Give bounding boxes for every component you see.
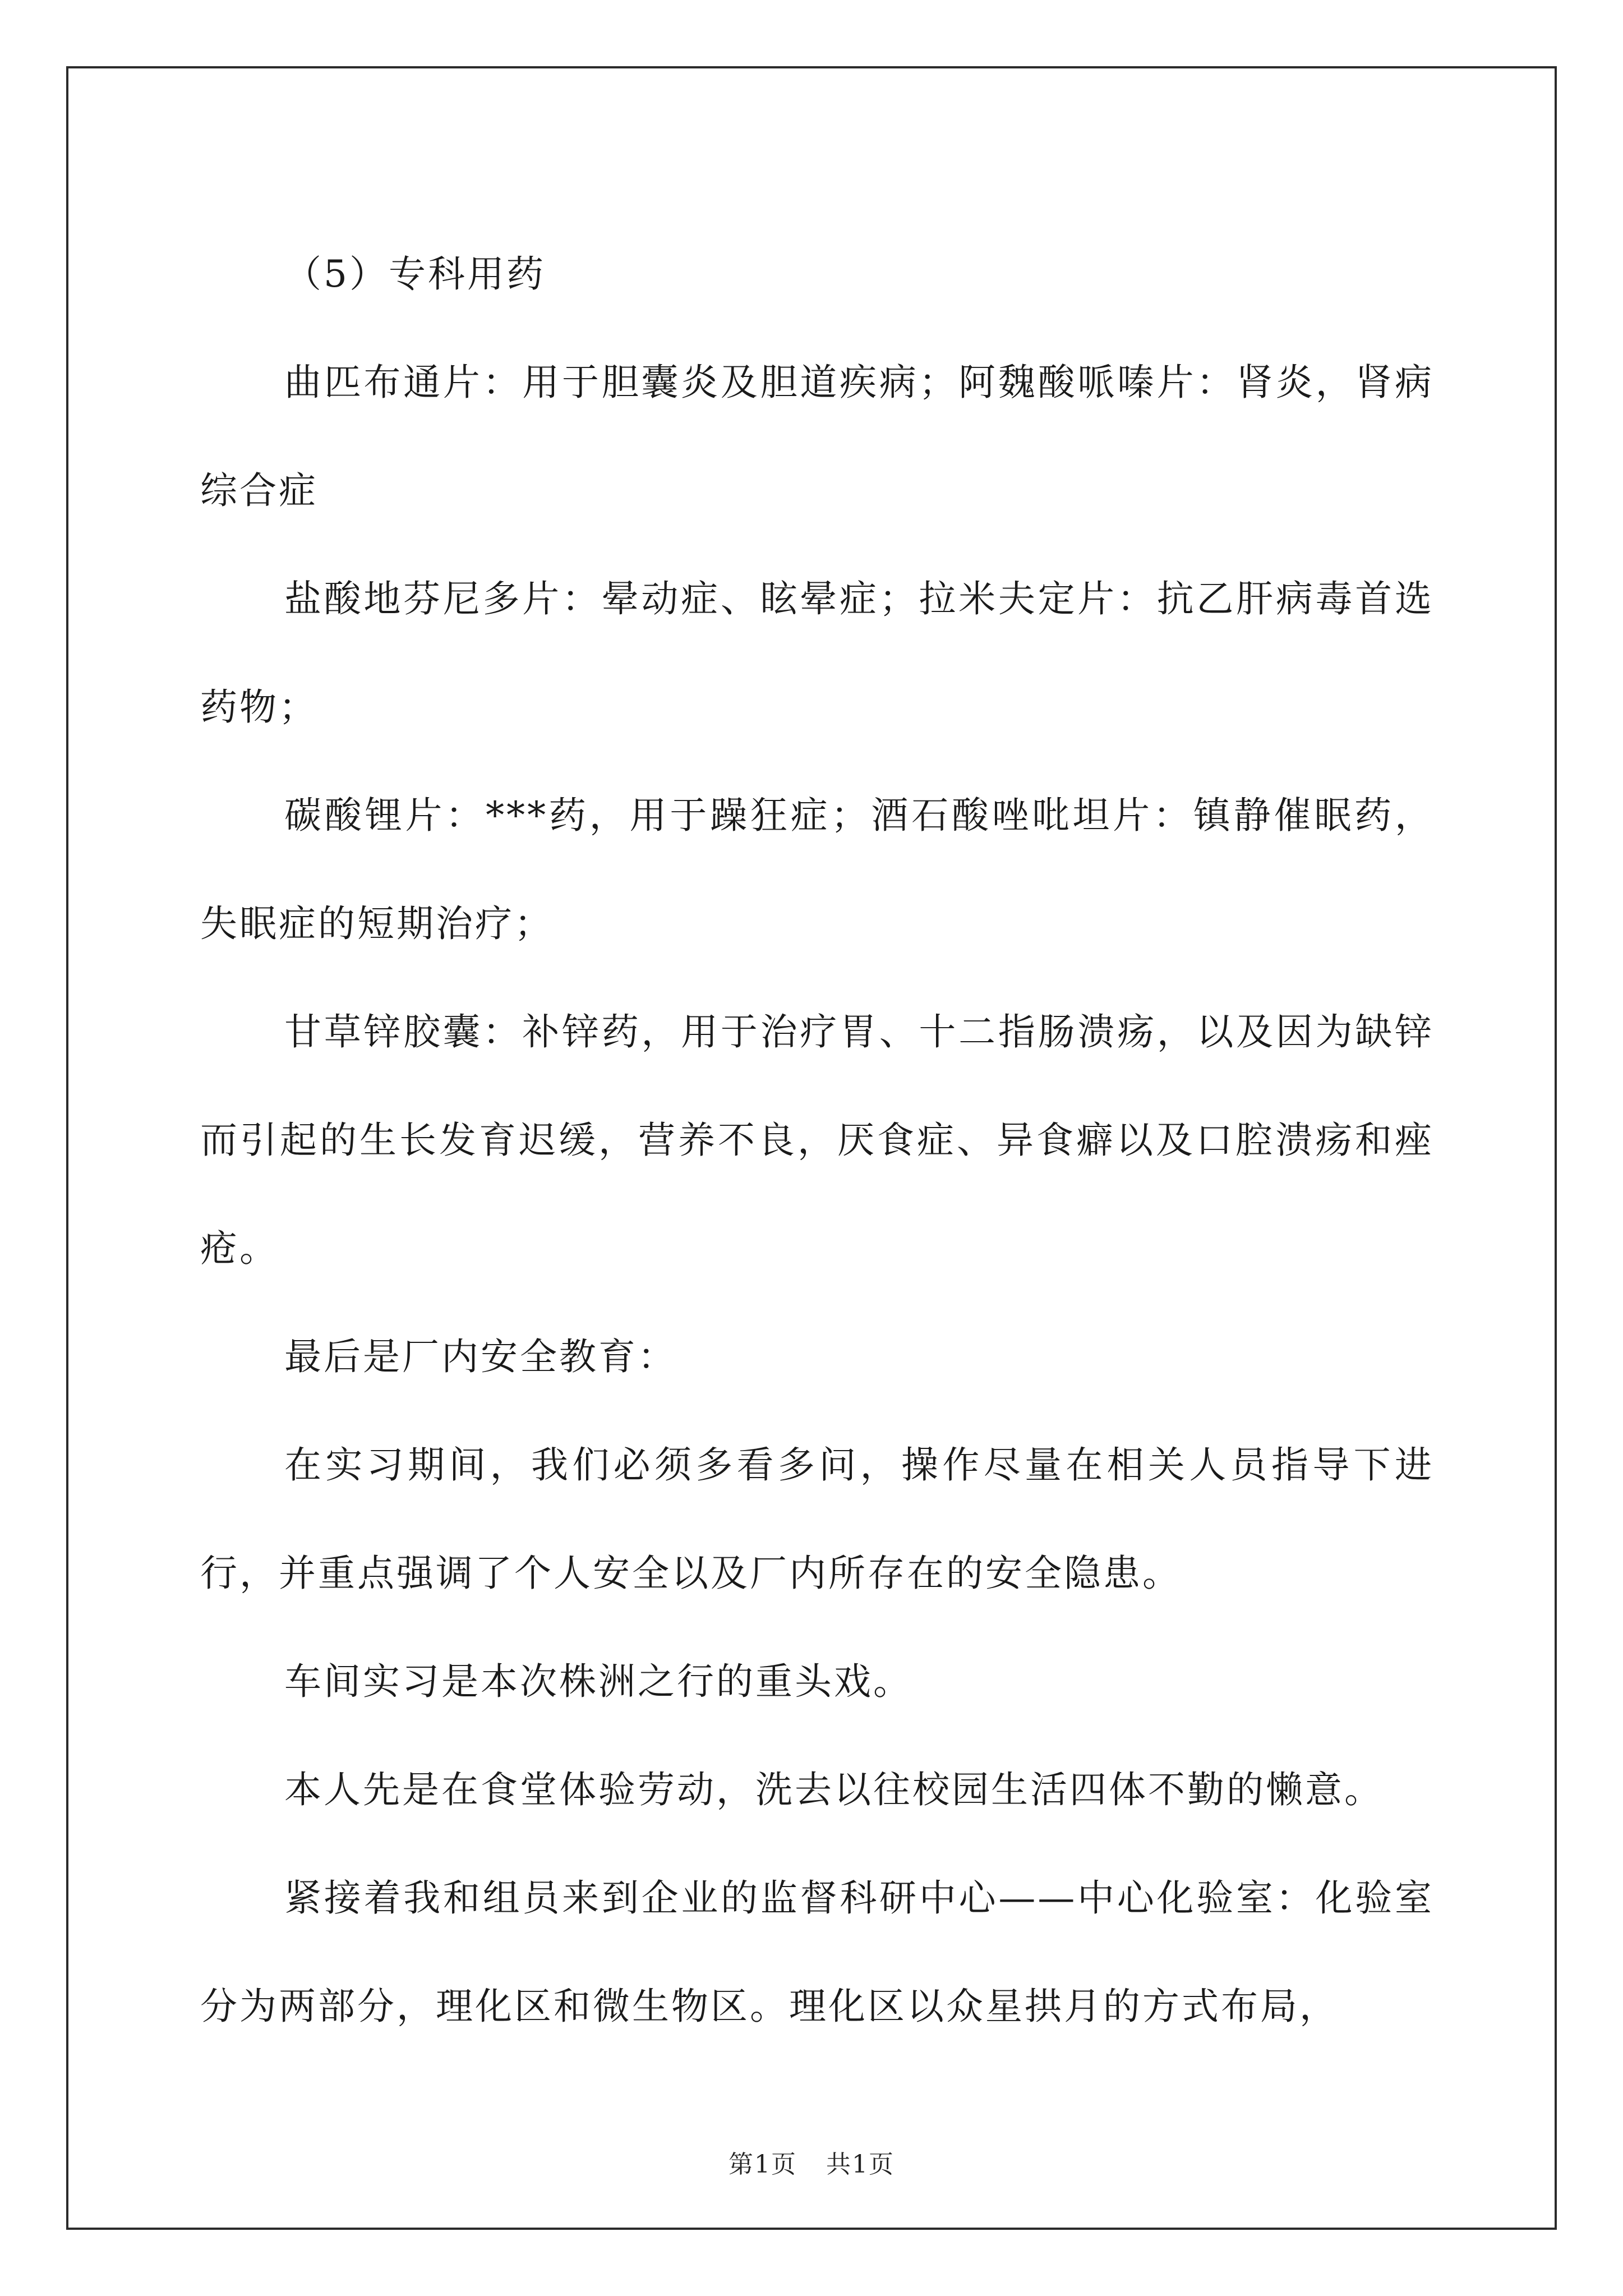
paragraph-canteen: 本人先是在食堂体验劳动，洗去以往校园生活四体不勤的懒意。 [284, 1768, 1384, 1811]
page-number-total: 共1页 [826, 2150, 895, 2179]
page-number-current: 第1页 [728, 2150, 797, 2179]
paragraph-lithium: 碳酸锂片：***药，用于躁狂症；酒石酸唑吡坦片：镇静催眠药，失眠症的短期治疗； [200, 794, 1434, 945]
paragraph-workshop: 车间实习是本次株洲之行的重头戏。 [284, 1660, 912, 1703]
paragraph-licorice-zinc: 甘草锌胶囊：补锌药，用于治疗胃、十二指肠溃疡，以及因为缺锌而引起的生长发育迟缓，营养不良，厌食症、异食癖以及口腔溃疡和痤疮。 [200, 1010, 1434, 1270]
page-footer [0, 2144, 1623, 2180]
paragraph-heading-specialty-drugs: （5）专科用药 [284, 252, 546, 296]
document-body [200, 220, 1434, 2060]
paragraph-difenidol: 盐酸地芬尼多片：晕动症、眩晕症；拉米夫定片：抗乙肝病毒首选药物； [200, 577, 1434, 729]
paragraph-internship-period: 在实习期间，我们必须多看多问，操作尽量在相关人员指导下进行，并重点强调了个人安全以及厂内所存在的安全隐患。 [200, 1443, 1434, 1595]
paragraph-lab: 紧接着我和组员来到企业的监督科研中心——中心化验室：化验室分为两部分，理化区和微生物区。理化区以众星拱月的方式布局， [200, 1876, 1434, 2028]
paragraph-trepibutone: 曲匹布通片：用于胆囊炎及胆道疾病；阿魏酸哌嗪片：肾炎，肾病综合症 [200, 361, 1434, 512]
paragraph-safety-education: 最后是厂内安全教育： [284, 1335, 677, 1378]
